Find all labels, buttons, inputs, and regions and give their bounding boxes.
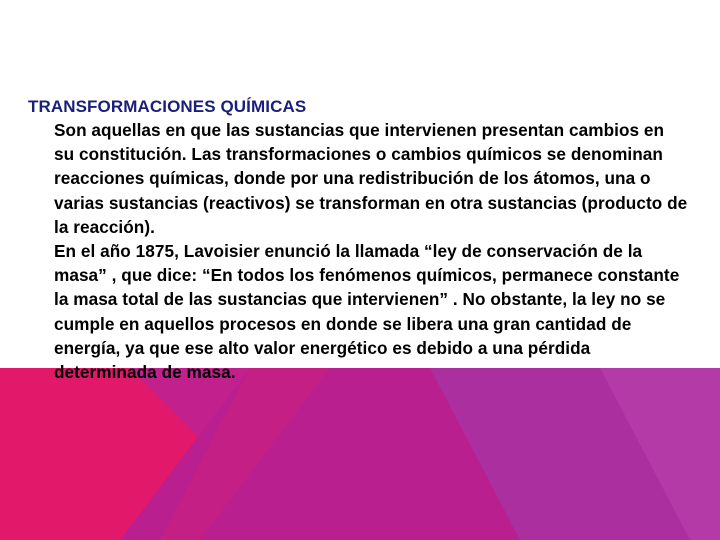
- paragraph-definition: Son aquellas en que las sustancias que intervienen presentan cambios en su constitución. Las transformaciones o cambios químicos se denominan reacciones químicas, donde por una redistribución de los átomos, una o varias sustancias (reactivos) se transforman en otra sustancias (producto de la reacción).: [54, 120, 688, 237]
- slide-content: [28, 96, 688, 384]
- paragraph-lavoisier: En el año 1875, Lavoisier enunció la llamada “ley de conservación de la masa” , que dice: “En todos los fenómenos químicos, permanece constante la masa total de las sustancias que intervienen” . No obstante, la ley no se cumple en aquellos procesos en donde se libera una gran cantidad de energía, ya que ese alto valor energético es debido a una pérdida determinada de masa.: [54, 241, 680, 383]
- slide-title: TRANSFORMACIONES QUÍMICAS: [28, 97, 307, 116]
